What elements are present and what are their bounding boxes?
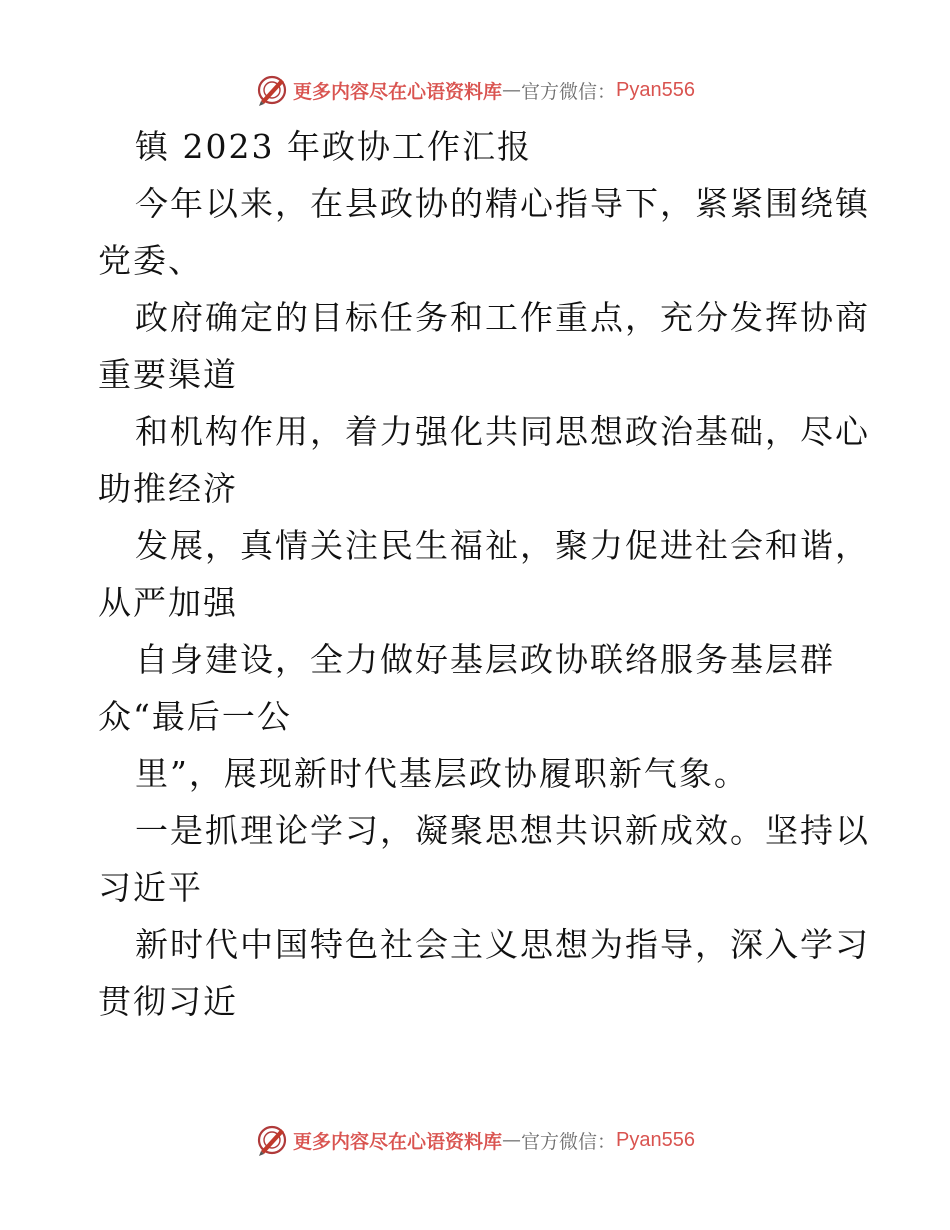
text-line: 发展，真情关注民生福祉，聚力促进社会和谐， (135, 526, 870, 565)
banner-separator: — (502, 1129, 522, 1151)
text-line: 和机构作用，着力强化共同思想政治基础，尽心 (135, 412, 870, 451)
banner-wechat-id: Pyan556 (616, 78, 695, 101)
text-line: 一是抓理论学习，凝聚思想共识新成效。坚持以 (135, 811, 870, 850)
text-line: 自身建设，全力做好基层政协联络服务基层群 (135, 640, 835, 679)
document-title: 镇 2023 年政协工作汇报 (135, 127, 532, 166)
pen-logo-icon (255, 1123, 289, 1157)
text-line: 新时代中国特色社会主义思想为指导，深入学习 (135, 925, 870, 964)
pen-logo-icon (255, 73, 289, 107)
banner-wechat-id: Pyan556 (616, 1128, 695, 1151)
banner-separator: — (502, 79, 522, 101)
text-line: 党委、 (98, 241, 203, 280)
text-line: 贯彻习近 (98, 982, 238, 1021)
text-line: 今年以来，在县政协的精心指导下，紧紧围绕镇 (135, 184, 870, 223)
banner-title: 更多内容尽在心语资料库 (293, 1130, 503, 1153)
banner-wechat-label: 官方微信： (521, 80, 617, 103)
document-body (98, 118, 868, 1030)
text-line: 重要渠道 (98, 355, 238, 394)
text-line: 里”，展现新时代基层政协履职新气象。 (135, 754, 749, 793)
text-line: 习近平 (98, 868, 203, 907)
text-line: 众“最后一公 (98, 697, 292, 736)
text-line: 助推经济 (98, 469, 238, 508)
text-line: 政府确定的目标任务和工作重点，充分发挥协商 (135, 298, 870, 337)
banner-title: 更多内容尽在心语资料库 (293, 80, 503, 103)
footer-banner (0, 1120, 950, 1160)
header-banner (0, 70, 950, 110)
banner-wechat-label: 官方微信： (521, 1130, 617, 1153)
text-line: 从严加强 (98, 583, 238, 622)
